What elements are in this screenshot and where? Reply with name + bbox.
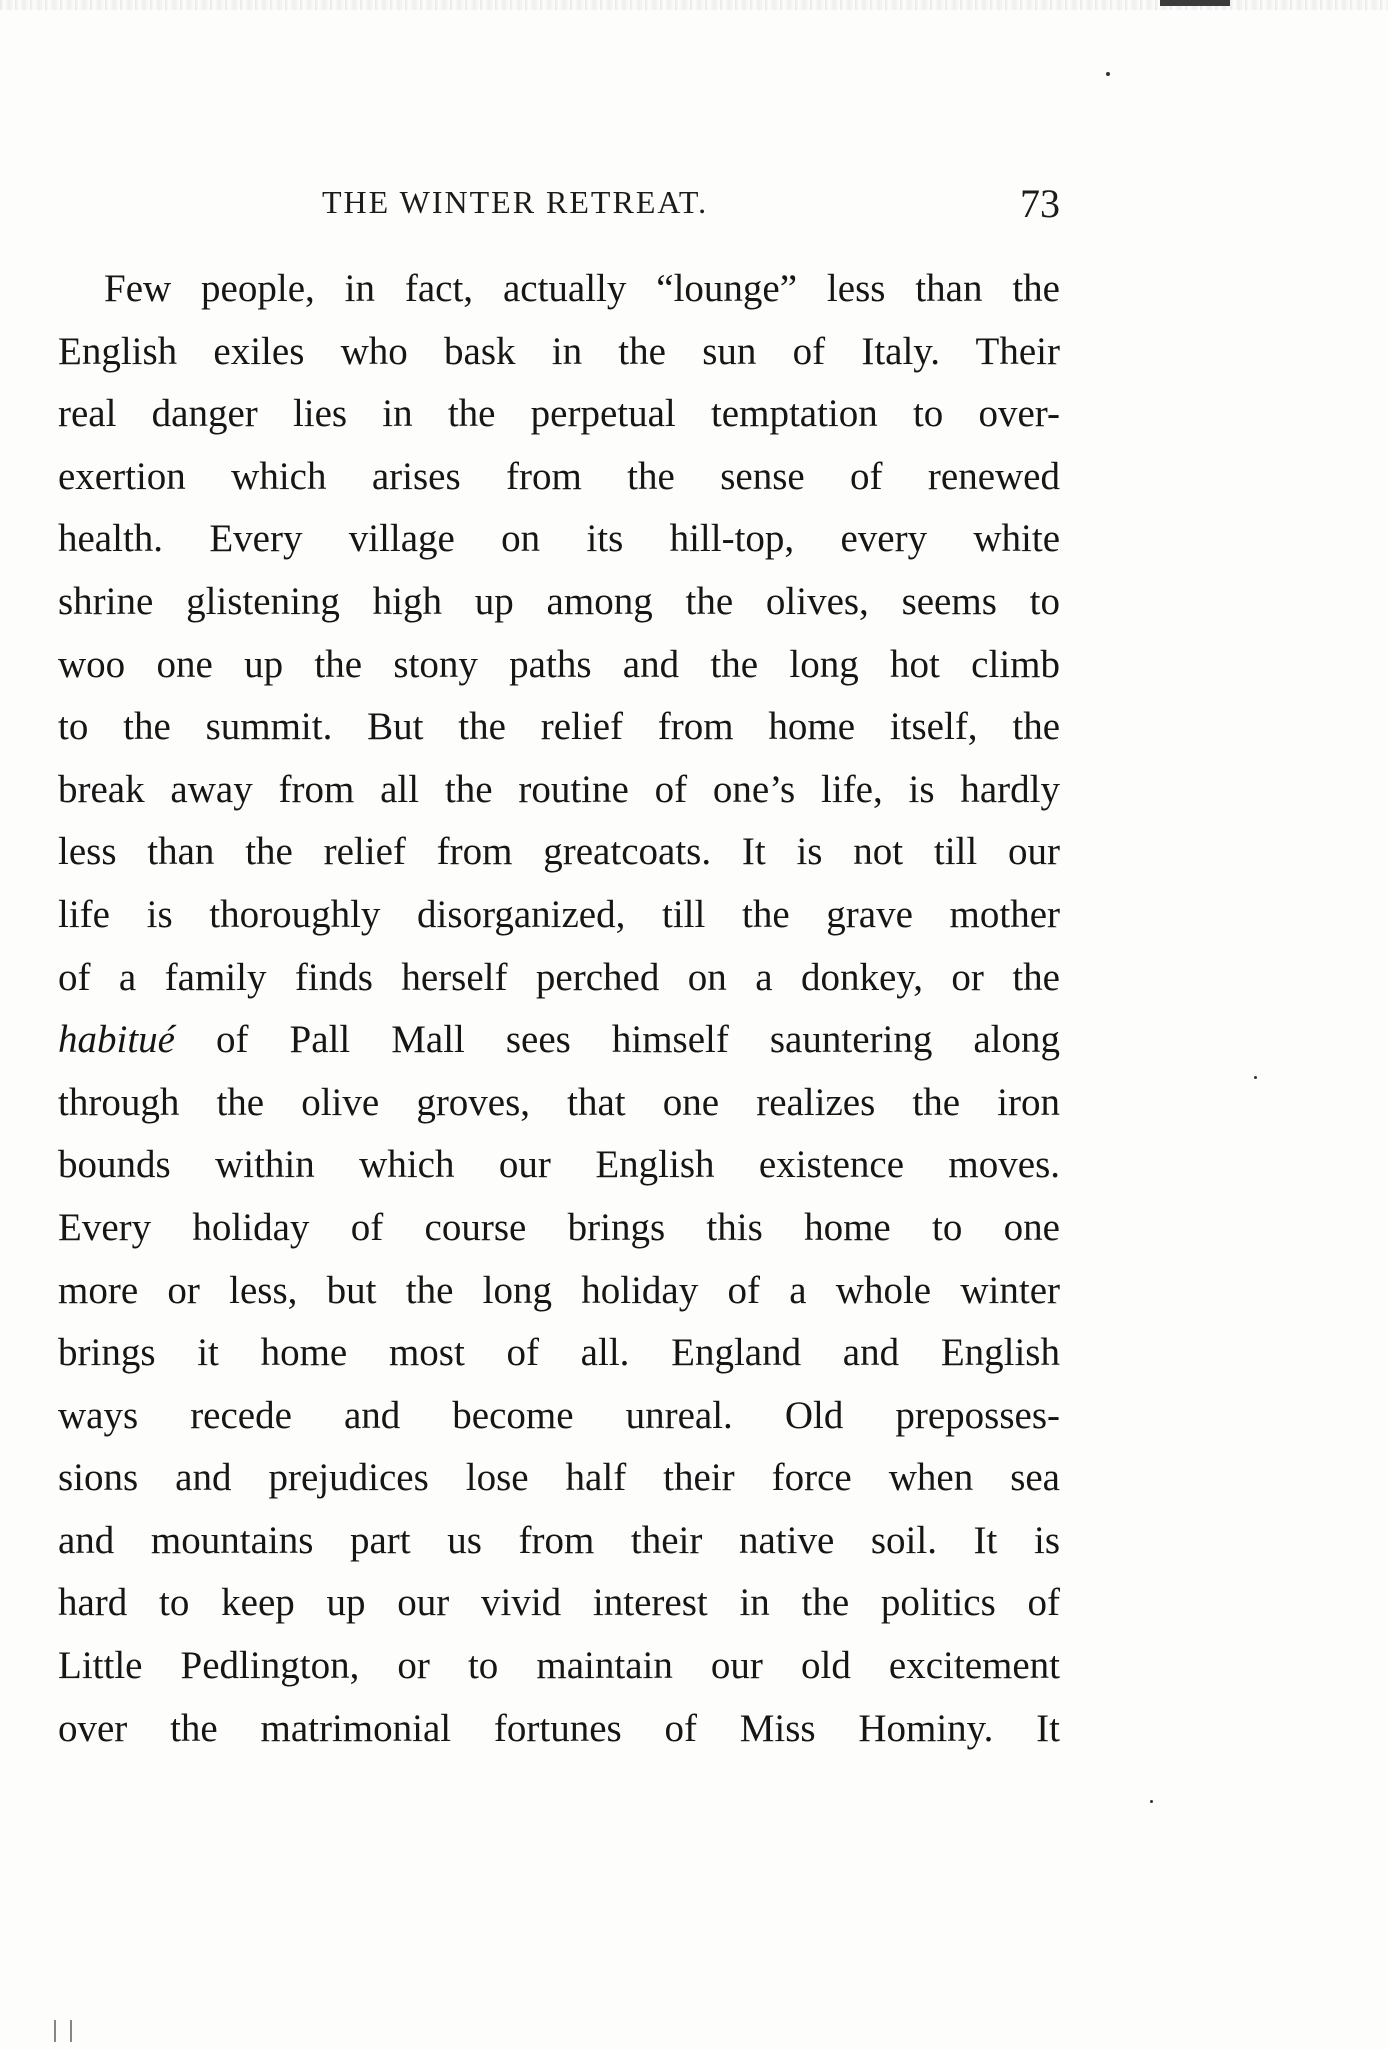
text-line: hard to keep up our vivid interest in the politics of bbox=[58, 1581, 1060, 1625]
italic-word: habitué bbox=[58, 1018, 175, 1062]
speck bbox=[1150, 1800, 1153, 1803]
text-line: shrine glistening high up among the olives, seems to bbox=[58, 579, 1060, 623]
text-line-rest: of Pall Mall sees himself sauntering along bbox=[174, 1018, 1060, 1062]
text-line: brings it home most of all. England and English bbox=[58, 1331, 1060, 1375]
text-line: to the summit. But the relief from home itself, the bbox=[58, 705, 1060, 749]
running-title: THE WINTER RETREAT. bbox=[322, 184, 709, 220]
text-line: woo one up the stony paths and the long hot climb bbox=[58, 642, 1060, 686]
text-line: more or less, but the long holiday of a whole winter bbox=[58, 1268, 1060, 1312]
text-line: Few people, in fact, actually “lounge” less than the bbox=[104, 267, 1060, 310]
text-line: ways recede and become unreal. Old preposses- bbox=[58, 1393, 1060, 1437]
text-line: less than the relief from greatcoats. It is not till our bbox=[58, 830, 1060, 874]
text-line: over the matrimonial fortunes of Miss Hominy. It bbox=[58, 1706, 1060, 1750]
text-line: Every holiday of course brings this home to one bbox=[58, 1205, 1060, 1249]
body-text bbox=[58, 258, 1060, 1760]
text-line: and mountains part us from their native soil. It is bbox=[58, 1518, 1060, 1562]
speck bbox=[1254, 1076, 1257, 1079]
running-header bbox=[58, 180, 1060, 234]
text-line: through the olive groves, that one realizes the iron bbox=[58, 1080, 1060, 1124]
text-line: health. Every village on its hill-top, every white bbox=[58, 517, 1060, 561]
text-line: of a family finds herself perched on a donkey, or the bbox=[58, 955, 1060, 999]
text-line: break away from all the routine of one’s life, is hardly bbox=[58, 767, 1060, 811]
text-line: exertion which arises from the sense of renewed bbox=[58, 454, 1060, 498]
speck bbox=[1106, 72, 1110, 76]
page-number: 73 bbox=[1020, 181, 1060, 226]
scan-edge-mark bbox=[1160, 0, 1230, 6]
text-line: real danger lies in the perpetual temptation to over- bbox=[58, 392, 1060, 436]
scan-margin-mark bbox=[54, 2020, 72, 2042]
text-line-with-italic bbox=[58, 1009, 1060, 1072]
text-line: life is thoroughly disorganized, till the grave mother bbox=[58, 892, 1060, 936]
text-line: sions and prejudices lose half their force when sea bbox=[58, 1456, 1060, 1500]
text-line: English exiles who bask in the sun of Italy. Their bbox=[58, 329, 1060, 373]
text-line: bounds within which our English existence moves. bbox=[58, 1143, 1060, 1187]
text-line: Little Pedlington, or to maintain our old excitement bbox=[58, 1644, 1060, 1688]
